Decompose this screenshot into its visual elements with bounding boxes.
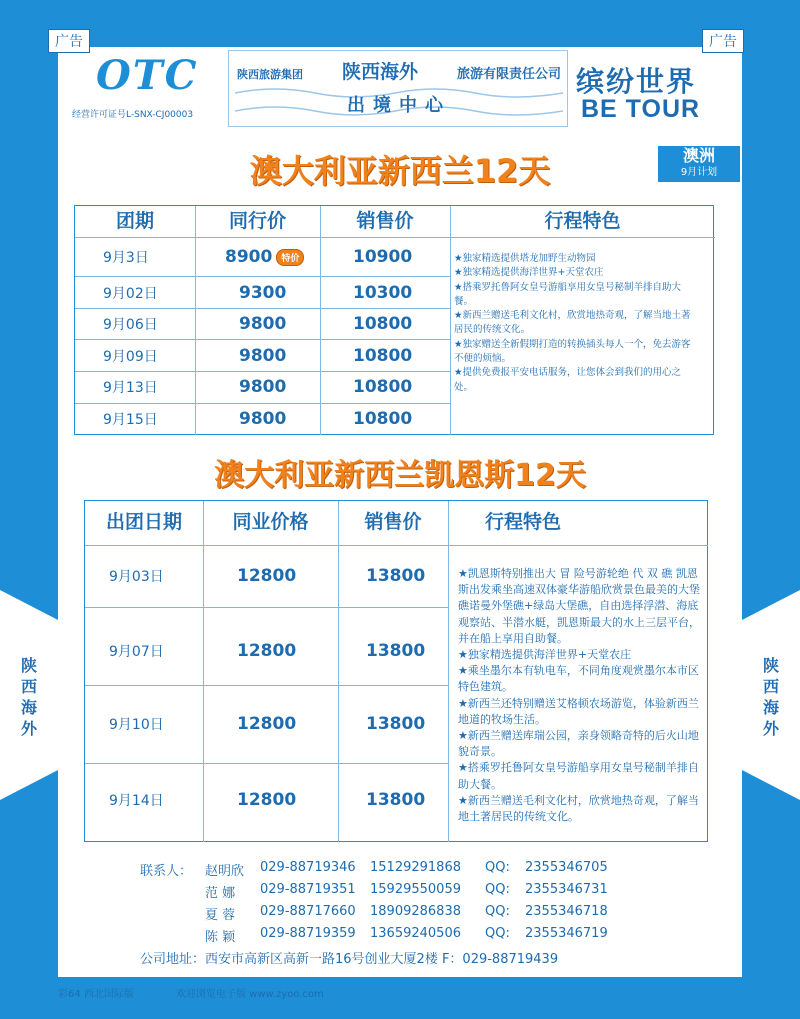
otc-logo: OTC	[96, 52, 199, 99]
row-peer-price: 9800	[239, 377, 287, 397]
feature-item: ★提供免费报平安电话服务，让您体会到我们的用心之处。	[454, 367, 682, 393]
feature-item: ★搭乘罗托鲁阿女皇号游船享用女皇号秘制羊排自助大餐。	[458, 761, 699, 791]
header-peer-price: 同业价格	[232, 511, 309, 533]
contact-qq-label: QQ:	[485, 882, 510, 897]
side-text-left: 陕 西 海 外	[20, 656, 37, 738]
be-tour-cn: 缤纷世界	[576, 65, 697, 98]
row-sale-price: 13800	[366, 641, 426, 661]
feature-item: ★凯恩斯特别推出大 冒 险号游轮绝 代 双 礁 凯恩斯出发乘坐高速双体豪华游船欣赏景色最美的大堡礁诺曼外堡礁+绿岛大堡礁，自由选择浮潜、海底观察站、半潜水艇，凯恩斯最大的水上三层平台，并在船上享用自助餐。	[458, 567, 700, 645]
row-date: 9月02日	[103, 286, 158, 302]
row-peer-price: 12800	[237, 714, 297, 734]
side-text-right: 陕 西 海 外	[762, 656, 779, 738]
section1-title: 澳大利亚新西兰12天	[249, 152, 551, 190]
feature-item: ★搭乘罗托鲁阿女皇号游船享用女皇号秘制羊排自助大餐。	[454, 281, 682, 307]
company-banner	[228, 50, 568, 127]
row-peer-price: 9300	[239, 283, 287, 303]
feature-item: ★独家精选提供塔龙加野生动物园	[454, 253, 596, 264]
row-peer-price: 12800	[237, 790, 297, 810]
row-date: 9月07日	[109, 644, 164, 660]
row-sale-price: 13800	[366, 566, 426, 586]
header-peer-price: 同行价	[228, 210, 286, 232]
feature-item: ★新西兰赠送库瑞公园，亲身领略奇特的后火山地貌奇景。	[458, 729, 699, 759]
contact-mobile: 18909286838	[370, 904, 461, 919]
row-peer-price: 12800	[237, 566, 297, 586]
contact-qq: 2355346731	[525, 882, 608, 897]
region-plan: 9月计划	[680, 167, 718, 178]
row-date: 9月09日	[103, 349, 158, 365]
row-peer-price: 12800	[237, 641, 297, 661]
header-features: 行程特色	[544, 210, 621, 232]
header-sale-price: 销售价	[364, 511, 422, 533]
row-date: 9月10日	[109, 717, 164, 733]
contact-mobile: 13659240506	[370, 926, 461, 941]
header-date: 团期	[115, 210, 154, 232]
company-name: 旅游有限责任公司	[456, 67, 561, 82]
section1-features	[454, 252, 694, 395]
contact-qq: 2355346705	[525, 860, 608, 875]
contact-qq-label: QQ:	[485, 904, 510, 919]
row-sale-price: 10900	[353, 247, 413, 267]
contact-tel: 029-88717660	[260, 904, 356, 919]
license-number: 经营许可证号L-SNX-CJ00003	[72, 110, 194, 120]
row-sale-price: 10800	[353, 346, 413, 366]
contact-qq: 2355346719	[525, 926, 608, 941]
contact-qq-label: QQ:	[485, 860, 510, 875]
row-date: 9月13日	[103, 380, 158, 396]
contact-mobile: 15929550059	[370, 882, 461, 897]
feature-item: ★独家精选提供海洋世界+天堂农庄	[454, 267, 604, 279]
row-sale-price: 13800	[366, 714, 426, 734]
contact-name: 夏 蓉	[205, 908, 236, 923]
row-peer-price: 9800	[239, 409, 287, 429]
contact-name: 范 娜	[205, 886, 236, 901]
row-sale-price: 10800	[353, 377, 413, 397]
row-sale-price: 13800	[366, 790, 426, 810]
region-badge	[658, 146, 740, 182]
globe-icon	[162, 984, 175, 997]
section2-features	[458, 566, 708, 825]
row-date: 9月06日	[103, 317, 158, 333]
row-sale-price: 10800	[353, 409, 413, 429]
ad-label-left: 广告	[48, 29, 90, 53]
row-peer-price: 9800	[239, 314, 287, 334]
brand-name: 陕西海外	[341, 61, 418, 83]
row-sale-price: 10800	[353, 314, 413, 334]
row-date: 9月15日	[103, 412, 158, 428]
be-tour-en: BE TOUR	[581, 95, 701, 123]
feature-item: ★新西兰还特别赠送艾格顿农场游览，体验新西兰地道的牧场生活。	[458, 696, 699, 726]
feature-item: ★独家精选提供海洋世界+天堂农庄	[458, 648, 632, 662]
feature-item: ★独家赠送全新假期打造的转换插头每人一个，免去游客不便的烦恼。	[454, 338, 691, 365]
region-name: 澳洲	[682, 146, 715, 165]
company-address: 公司地址：西安市高新区高新一路16号创业大厦2楼 F：029-88719439	[140, 952, 559, 967]
row-sale-price: 10300	[353, 283, 413, 303]
contact-qq-label: QQ:	[485, 926, 510, 941]
contact-qq: 2355346718	[525, 904, 608, 919]
row-peer-price: 8900	[225, 247, 273, 267]
header-features: 行程特色	[484, 511, 561, 533]
feature-item: ★新西兰赠送毛利文化村，欣赏地热奇观，了解当地土著居民的传统文化。	[458, 793, 699, 824]
header-sale-price: 销售价	[356, 210, 414, 232]
row-date: 9月14日	[109, 793, 164, 809]
contact-name: 陈 颖	[205, 930, 236, 945]
contact-tel: 029-88719359	[260, 926, 356, 941]
footer-url: 欢迎浏览电子版 www.zyoo.com	[176, 989, 324, 1000]
row-date: 9月3日	[103, 250, 149, 266]
group-name: 陕西旅游集团	[237, 68, 303, 81]
contact-mobile: 15129291868	[370, 860, 461, 875]
contact-tel: 029-88719346	[260, 860, 356, 875]
feature-item: ★乘坐墨尔本有轨电车，不同角度观赏墨尔本市区特色建筑。	[458, 664, 699, 694]
contact-name: 赵明欣	[205, 864, 245, 879]
special-price-badge: 特价	[276, 249, 304, 266]
ad-label-right: 广告	[702, 29, 744, 53]
feature-item: ★新西兰赠送毛利文化村，欣赏地热奇观，了解当地土著居民的传统文化。	[454, 310, 691, 336]
section2-title: 澳大利亚新西兰凯恩斯12天	[214, 458, 586, 493]
row-date: 9月03日	[109, 569, 164, 585]
contact-label: 联系人：	[140, 864, 193, 879]
page-number: 彩64 西北国际版	[58, 989, 134, 1000]
department-name: 出境中心	[347, 95, 451, 116]
header-date: 出团日期	[105, 511, 182, 533]
row-peer-price: 9800	[239, 346, 287, 366]
contact-tel: 029-88719351	[260, 882, 356, 897]
